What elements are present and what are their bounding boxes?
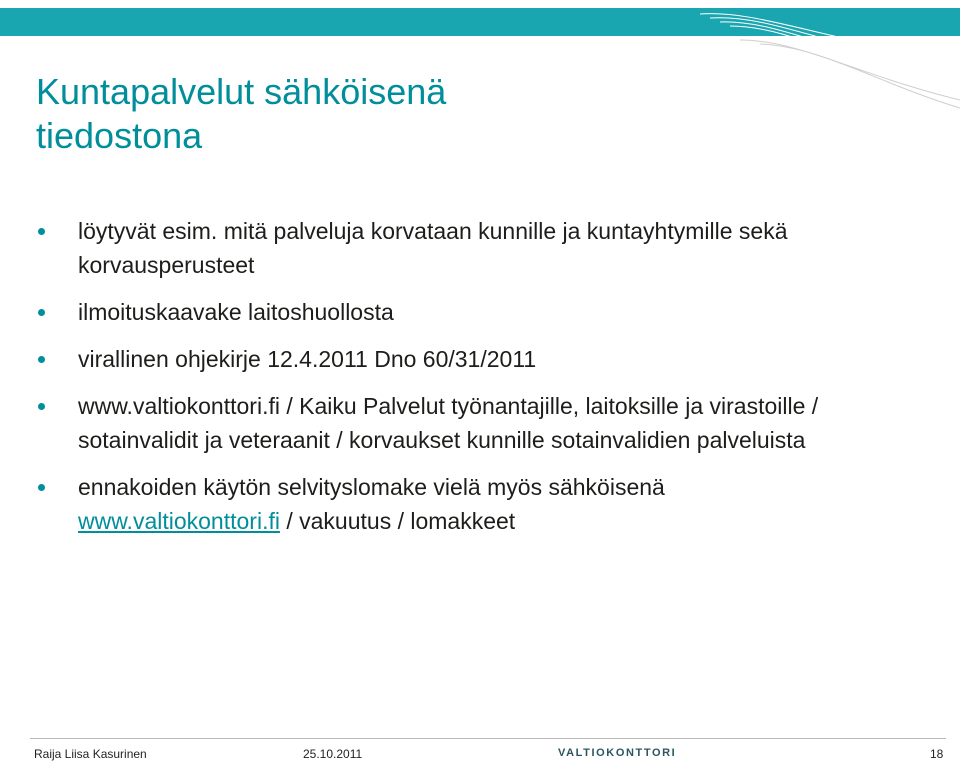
- list-item: [36, 295, 916, 329]
- bullet-list: [36, 214, 916, 551]
- title-line-2: tiedostona: [36, 115, 203, 156]
- decorative-wave-icon: [700, 0, 960, 110]
- footer-author: Raija Liisa Kasurinen: [34, 747, 147, 761]
- bullet-text-suffix: / vakuutus / lomakkeet: [279, 508, 516, 534]
- bullet-dot-icon: [38, 403, 45, 410]
- footer-logo: VALTIOKONTTORI: [558, 747, 677, 759]
- bullet-dot-icon: [38, 228, 45, 235]
- bullet-dot-icon: [38, 484, 45, 491]
- list-item: [36, 342, 916, 376]
- title-line-1: Kuntapalvelut sähköisenä: [36, 71, 447, 112]
- footer-date: 25.10.2011: [303, 747, 363, 761]
- bullet-dot-icon: [38, 356, 45, 363]
- bullet-text: www.valtiokonttori.fi / Kaiku Palvelut työnantajille, laitoksille ja virastoille / sotainvalidit ja veteraanit / korvaukset kunnille sotainvalidien palveluista: [78, 393, 819, 453]
- bullet-text: löytyvät esim. mitä palveluja korvataan kunnille ja kuntayhtymille sekä korvausperusteet: [78, 218, 788, 278]
- bullet-text: ilmoituskaavake laitoshuollosta: [78, 299, 394, 325]
- bullet-dot-icon: [38, 309, 45, 316]
- list-item: [36, 470, 916, 538]
- footer: [0, 738, 960, 764]
- bullet-text: ennakoiden käytön selvityslomake vielä myös sähköisenä: [78, 474, 665, 500]
- bullet-text: virallinen ohjekirje 12.4.2011 Dno 60/31/2011: [78, 346, 537, 372]
- footer-divider: [30, 738, 946, 739]
- list-item: [36, 214, 916, 282]
- page-title: [36, 70, 636, 158]
- page-number: 18: [930, 747, 944, 761]
- valtiokonttori-link[interactable]: www.valtiokonttori.fi: [78, 508, 280, 534]
- list-item: [36, 389, 916, 457]
